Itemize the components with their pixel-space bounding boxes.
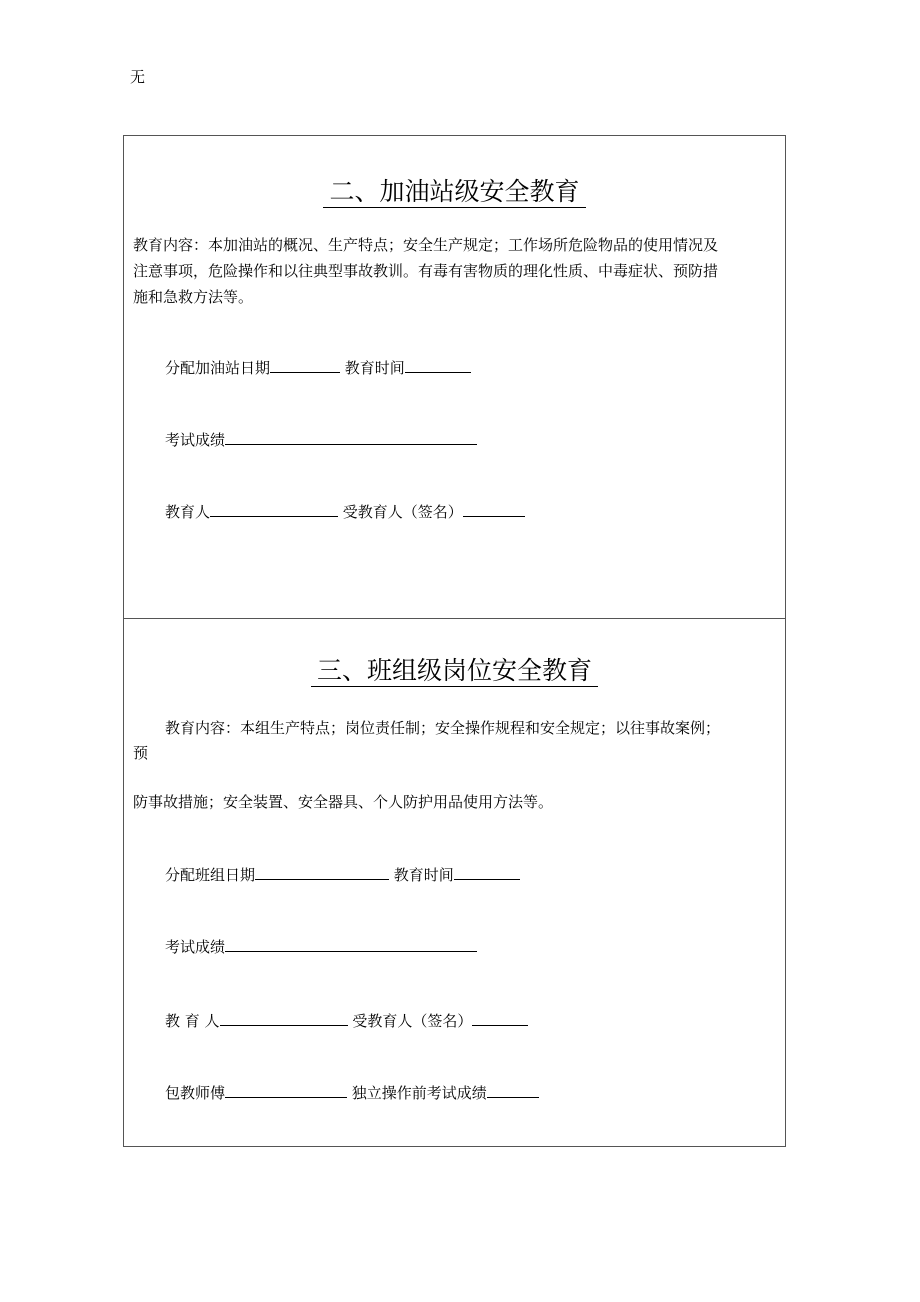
exam-label: 考试成绩 (165, 431, 226, 449)
educator-label: 教育人 (165, 503, 211, 521)
educator-row (165, 501, 525, 522)
mentor-row (165, 1082, 539, 1103)
educator-row (165, 1010, 528, 1031)
section-3-content-line3: 防事故措施；安全装置、安全器具、个人防护用品使用方法等。 (133, 793, 554, 811)
pre-op-exam-label: 独立操作前考试成绩 (351, 1084, 487, 1102)
edu-time-blank[interactable] (405, 358, 471, 373)
assign-date-label: 分配班组日期 (165, 866, 256, 884)
assign-date-row (165, 864, 520, 885)
educator-blank[interactable] (220, 1011, 348, 1026)
section-3-title: 三、班组级岗位安全教育 (124, 651, 785, 687)
trainee-blank[interactable] (472, 1011, 528, 1026)
section-3-box (123, 618, 786, 1147)
exam-row (165, 429, 477, 450)
section-2-title: 二、加油站级安全教育 (124, 172, 785, 208)
exam-row (165, 936, 477, 957)
content-line: 施和急救方法等。 (133, 288, 254, 306)
exam-label: 考试成绩 (165, 938, 226, 956)
assign-date-blank[interactable] (255, 865, 389, 880)
trainee-label: 受教育人（签名） (342, 503, 463, 521)
mentor-label: 包教师傅 (165, 1084, 226, 1102)
educator-label: 教 育 人 (165, 1012, 220, 1030)
edu-time-label: 教育时间 (344, 359, 405, 377)
mentor-blank[interactable] (225, 1083, 347, 1098)
section-3-content-line2: 预 (133, 744, 149, 762)
assign-date-blank[interactable] (270, 358, 340, 373)
exam-blank[interactable] (225, 937, 477, 952)
exam-blank[interactable] (225, 430, 477, 445)
trainee-label: 受教育人（签名） (352, 1012, 473, 1030)
edu-time-label: 教育时间 (393, 866, 454, 884)
section-2-box (123, 135, 786, 619)
pre-op-exam-blank[interactable] (487, 1083, 539, 1098)
educator-blank[interactable] (210, 502, 338, 517)
assign-date-label: 分配加油站日期 (165, 359, 271, 377)
edu-time-blank[interactable] (454, 865, 520, 880)
top-note: 无 (130, 68, 146, 86)
section-3-content-line1: 教育内容：本组生产特点；岗位责任制；安全操作规程和安全规定；以往事故案例； (165, 719, 721, 737)
trainee-blank[interactable] (463, 502, 525, 517)
assign-date-row (165, 357, 471, 378)
section-2-content (133, 232, 783, 310)
content-line: 教育内容：本加油站的概况、生产特点；安全生产规定；工作场所危险物品的使用情况及 (133, 236, 719, 254)
content-line: 注意事项，危险操作和以往典型事故教训。有毒有害物质的理化性质、中毒症状、预防措 (133, 262, 719, 280)
